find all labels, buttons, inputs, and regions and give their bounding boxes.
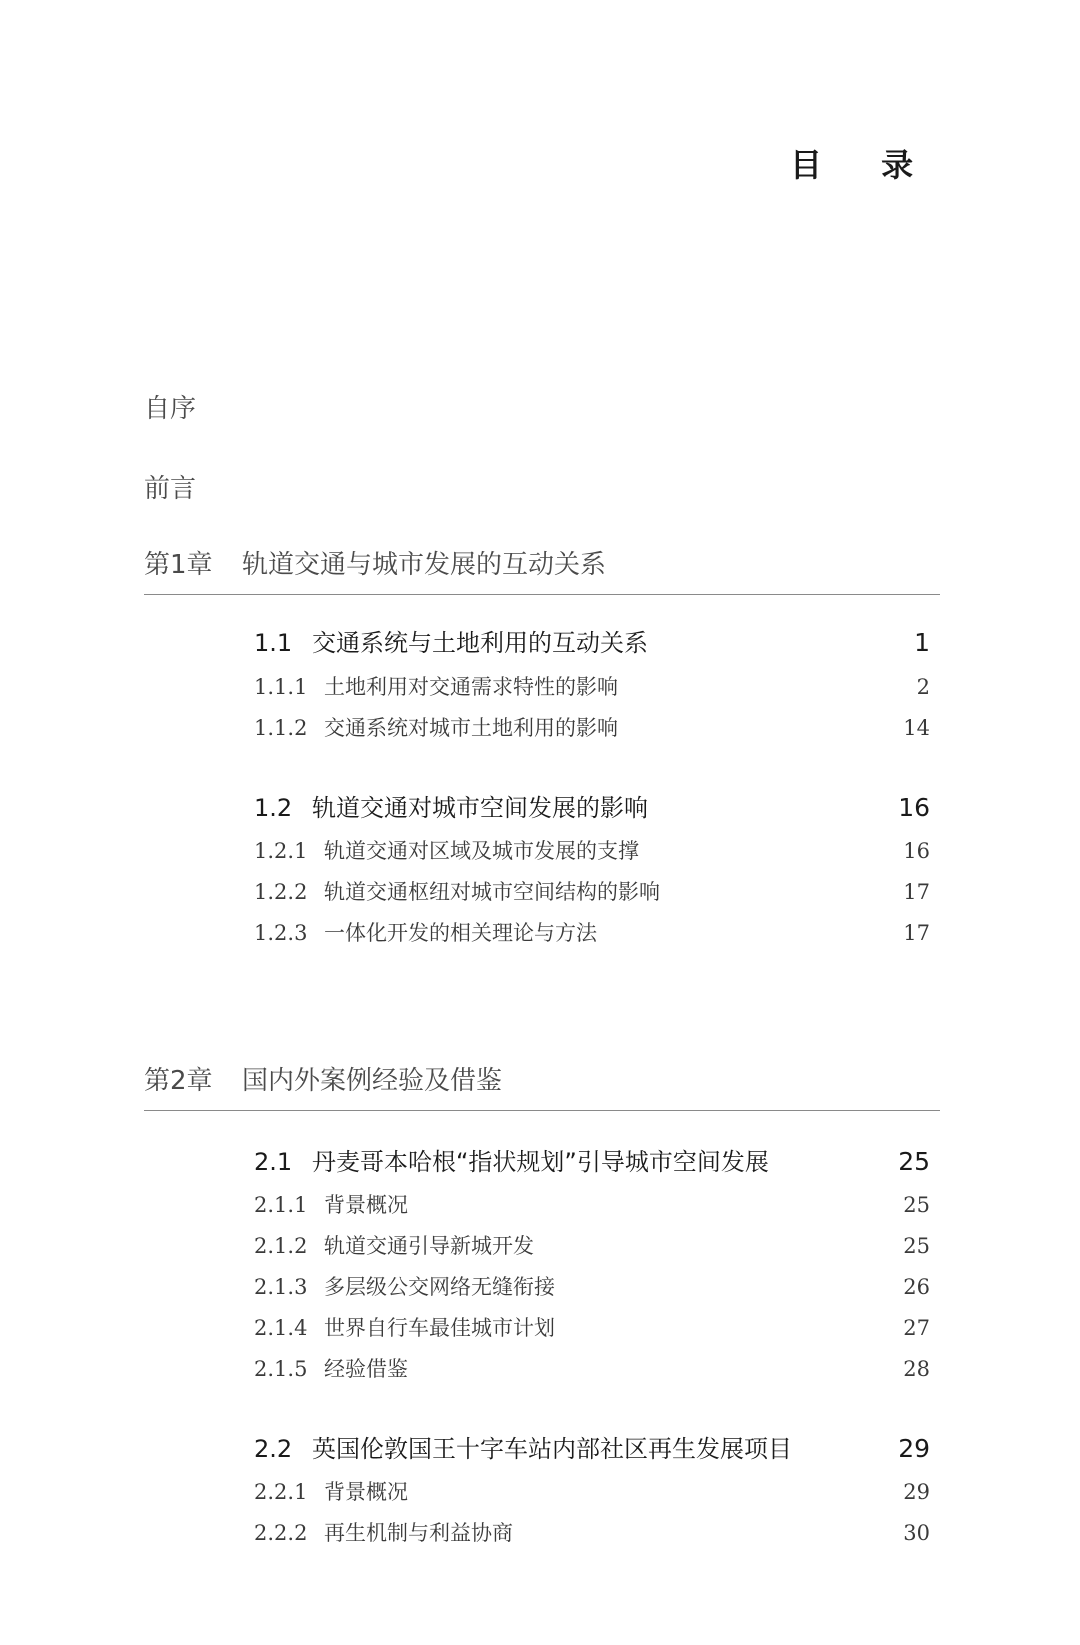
front-matter-preface-self[interactable]: 自序 [144,394,197,424]
section-2-2[interactable] [254,1432,930,1466]
subsection-number: 1.2.3 [254,921,308,945]
page-title: 目 录 [790,146,938,184]
subsection-page: 17 [903,921,930,945]
subsection-title: 一体化开发的相关理论与方法 [324,921,597,945]
section-1-1[interactable] [254,626,930,660]
subsection-page: 25 [903,1193,930,1217]
section-number: 2.1 [254,1148,293,1176]
subsection-number: 2.1.4 [254,1316,308,1340]
subsection-2-1-2[interactable] [254,1231,930,1261]
subsection-title: 背景概况 [324,1193,408,1217]
subsection-2-2-1[interactable] [254,1477,930,1507]
subsection-title: 再生机制与利益协商 [324,1521,513,1545]
subsection-page: 14 [903,716,930,740]
subsection-number: 1.1.1 [254,675,308,699]
subsection-number: 2.2.2 [254,1521,308,1545]
subsection-number: 2.1.2 [254,1234,308,1258]
subsection-2-2-2[interactable] [254,1518,930,1548]
section-page: 29 [898,1434,930,1463]
subsection-number: 2.1.1 [254,1193,308,1217]
subsection-title: 土地利用对交通需求特性的影响 [324,675,618,699]
subsection-title: 经验借鉴 [324,1357,408,1381]
subsection-title: 多层级公交网络无缝衔接 [324,1275,555,1299]
section-number: 1.1 [254,629,293,657]
chapter-number: 第2章 [144,1066,213,1096]
subsection-page: 2 [916,675,930,699]
subsection-page: 25 [903,1234,930,1258]
chapter-number: 第1章 [144,550,213,580]
subsection-title: 轨道交通对区域及城市发展的支撑 [324,839,639,863]
subsection-number: 2.1.3 [254,1275,308,1299]
section-title: 英国伦敦国王十字车站内部社区再生发展项目 [312,1435,792,1463]
subsection-number: 2.2.1 [254,1480,308,1504]
subsection-page: 26 [903,1275,930,1299]
subsection-1-2-2[interactable] [254,877,930,907]
chapter-title: 国内外案例经验及借鉴 [242,1066,503,1096]
section-2-1[interactable] [254,1145,930,1179]
section-number: 2.2 [254,1435,293,1463]
section-title: 轨道交通对城市空间发展的影响 [312,794,648,822]
subsection-number: 1.2.2 [254,880,308,904]
subsection-title: 背景概况 [324,1480,408,1504]
section-1-2[interactable] [254,791,930,825]
subsection-number: 1.1.2 [254,716,308,740]
section-page: 1 [914,628,930,657]
subsection-1-1-2[interactable] [254,713,930,743]
subsection-2-1-5[interactable] [254,1354,930,1384]
subsection-2-1-4[interactable] [254,1313,930,1343]
chapter-1-heading[interactable] [144,544,940,595]
chapter-title: 轨道交通与城市发展的互动关系 [242,550,607,580]
subsection-page: 28 [903,1357,930,1381]
subsection-title: 轨道交通枢纽对城市空间结构的影响 [324,880,660,904]
subsection-1-2-1[interactable] [254,836,930,866]
section-number: 1.2 [254,794,293,822]
section-title: 交通系统与土地利用的互动关系 [312,629,648,657]
subsection-title: 轨道交通引导新城开发 [324,1234,534,1258]
subsection-2-1-3[interactable] [254,1272,930,1302]
subsection-page: 17 [903,880,930,904]
subsection-1-2-3[interactable] [254,918,930,948]
subsection-number: 2.1.5 [254,1357,308,1381]
subsection-number: 1.2.1 [254,839,308,863]
subsection-title: 交通系统对城市土地利用的影响 [324,716,618,740]
chapter-2-heading[interactable] [144,1060,940,1111]
section-page: 25 [898,1147,930,1176]
subsection-page: 30 [903,1521,930,1545]
subsection-page: 27 [903,1316,930,1340]
front-matter-foreword[interactable]: 前言 [144,474,197,504]
section-page: 16 [898,793,930,822]
subsection-page: 16 [903,839,930,863]
subsection-2-1-1[interactable] [254,1190,930,1220]
subsection-title: 世界自行车最佳城市计划 [324,1316,555,1340]
subsection-1-1-1[interactable] [254,672,930,702]
section-title: 丹麦哥本哈根“指状规划”引导城市空间发展 [312,1148,769,1176]
subsection-page: 29 [903,1480,930,1504]
